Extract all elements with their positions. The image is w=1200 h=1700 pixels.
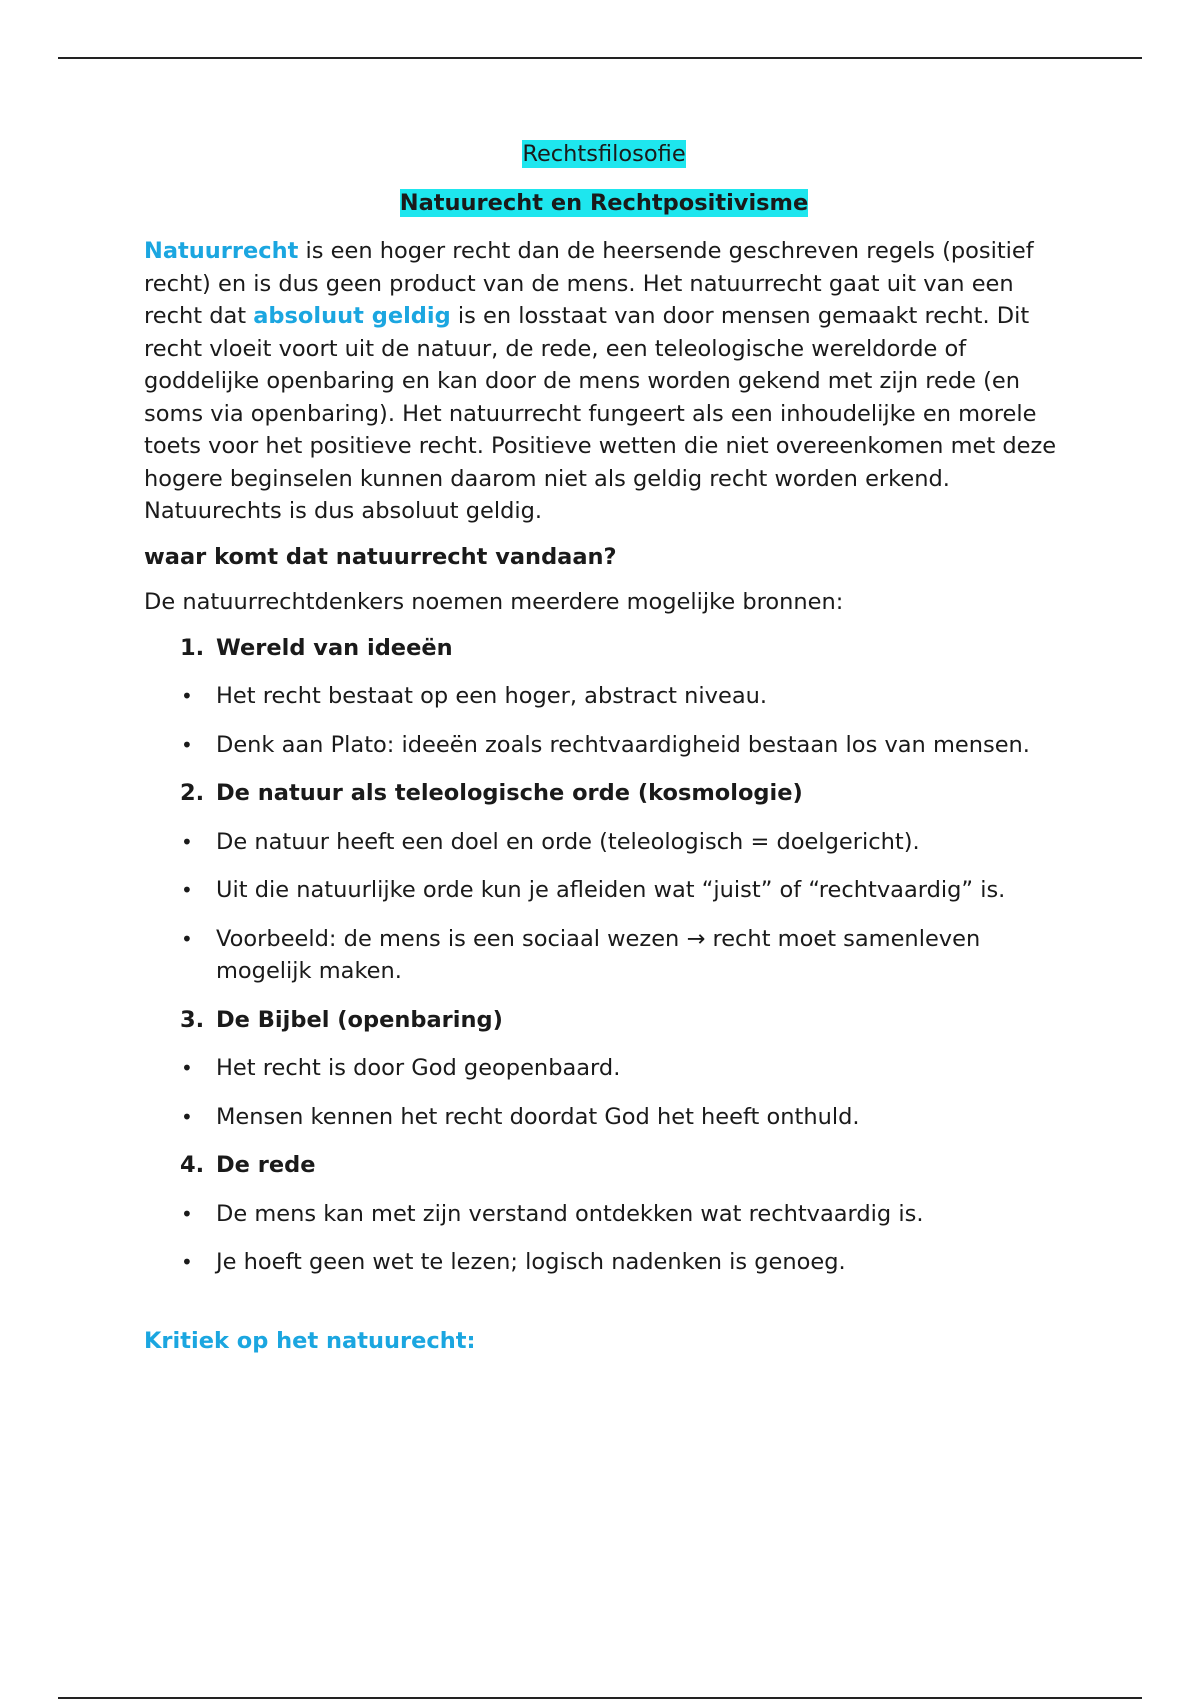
document-title — [144, 138, 1064, 171]
bullet-text: Voorbeeld: de mens is een sociaal wezen → recht moet samenleven mogelijk maken. — [216, 925, 981, 984]
source-title: De rede — [216, 1152, 316, 1178]
bullet-icon: • — [181, 829, 193, 854]
document-subtitle — [144, 187, 1064, 220]
source-bullet — [144, 729, 1064, 762]
source-number: 3. — [180, 1006, 205, 1033]
source-number: 1. — [180, 634, 205, 661]
critique-heading: Kritiek op het natuurecht: — [144, 1327, 476, 1354]
intro-emphasis: absoluut geldig — [253, 303, 451, 329]
source-bullet — [144, 923, 1064, 988]
source-title: Wereld van ideeën — [216, 634, 453, 661]
source-heading — [144, 632, 1064, 665]
document-title-text: Rechtsfilosofie — [522, 141, 686, 167]
sources-lead: De natuurrechtdenkers noemen meerdere mogelijke bronnen: — [144, 589, 844, 615]
source-heading — [144, 1149, 1064, 1182]
intro-paragraph — [144, 235, 1064, 528]
source-number: 2. — [180, 780, 205, 806]
bullet-text: De natuur heeft een doel en orde (teleologisch = doelgericht). — [216, 828, 920, 855]
source-bullet — [144, 1052, 1064, 1085]
source-heading — [144, 777, 1064, 810]
intro-text-part1: is een hoger recht dan de heersende geschreven regels (positief recht) en is dus geen product van de mens. Het natuurrecht gaat uit van een recht dat — [144, 238, 1034, 329]
bullet-icon: • — [181, 684, 193, 708]
bullet-text: Uit die natuurlijke orde kun je afleiden wat “juist” of “rechtvaardig” is. — [216, 877, 1006, 903]
document-subtitle-text: Natuurecht en Rechtpositivisme — [399, 189, 809, 216]
bullet-text: Je hoeft geen wet te lezen; logisch nadenken is genoeg. — [216, 1249, 846, 1275]
sources-list — [144, 632, 1064, 1279]
bullet-icon: • — [181, 878, 193, 902]
source-bullet — [144, 680, 1064, 713]
source-bullet — [144, 874, 1064, 907]
source-bullet — [144, 1198, 1064, 1231]
source-bullet — [144, 826, 1064, 859]
bullet-text: De mens kan met zijn verstand ontdekken wat rechtvaardig is. — [216, 1200, 924, 1227]
bullet-text: Mensen kennen het recht doordat God het heeft onthuld. — [216, 1103, 860, 1130]
source-bullet — [144, 1101, 1064, 1134]
source-heading — [144, 1004, 1064, 1037]
source-number: 4. — [180, 1152, 205, 1178]
bullet-icon: • — [181, 1056, 193, 1080]
bullet-icon: • — [181, 732, 193, 757]
bullet-text: Het recht is door God geopenbaard. — [216, 1055, 621, 1081]
source-bullet — [144, 1246, 1064, 1279]
intro-term: Natuurrecht — [144, 238, 299, 264]
header-rule — [58, 57, 1142, 59]
footer-rule — [58, 1697, 1142, 1699]
bullet-icon: • — [181, 926, 193, 951]
bullet-text: Het recht bestaat op een hoger, abstract niveau. — [216, 683, 768, 709]
bullet-icon: • — [181, 1201, 193, 1226]
bullet-text: Denk aan Plato: ideeën zoals rechtvaardigheid bestaan los van mensen. — [216, 731, 1030, 758]
source-title: De Bijbel (openbaring) — [216, 1006, 503, 1033]
question-heading: waar komt dat natuurrecht vandaan? — [144, 543, 617, 570]
bullet-icon: • — [181, 1250, 193, 1274]
bullet-icon: • — [181, 1104, 193, 1129]
source-title: De natuur als teleologische orde (kosmologie) — [216, 780, 803, 806]
document-body — [144, 138, 1064, 1357]
intro-text-part2: is en losstaat van door mensen gemaakt recht. Dit recht vloeit voort uit de natuur, de rede, een teleologische wereldorde of goddelijke openbaring en kan door de mens worden gekend met zijn rede (en soms via openbaring). Het natuurrecht fungeert als een inhoudelijke en morele toets voor het positieve recht. Positieve wetten die niet overeenkomen met deze hogere beginselen kunnen daarom niet als geldig recht worden erkend. Natuurechts is dus absoluut geldig. — [144, 303, 1057, 524]
